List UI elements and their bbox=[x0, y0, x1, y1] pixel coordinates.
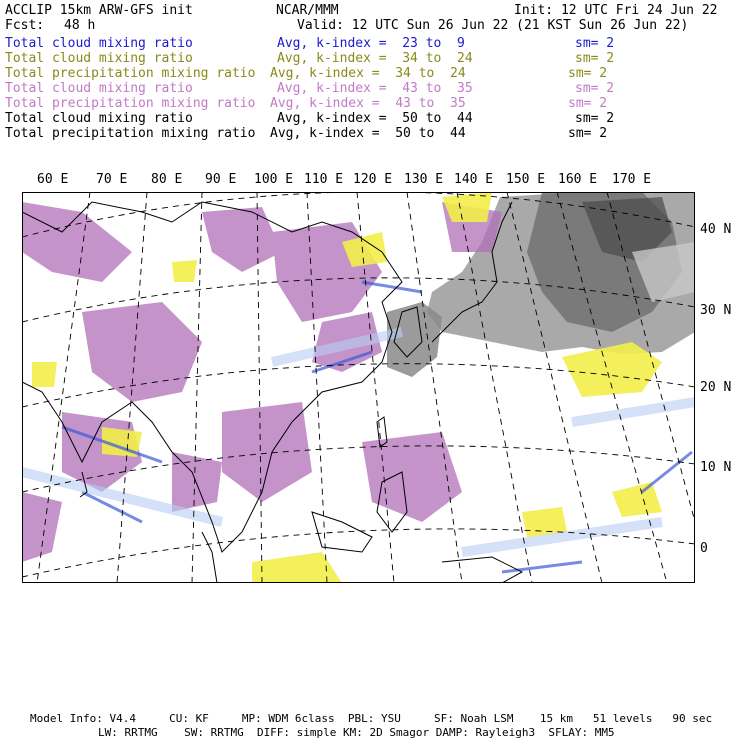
lat-label: 20 N bbox=[700, 380, 732, 395]
legend-avg: Avg, k-index = 43 to 35 bbox=[277, 81, 473, 96]
lon-label: 160 E bbox=[558, 172, 598, 187]
lon-label: 130 E bbox=[404, 172, 444, 187]
legend-avg: Avg, k-index = 43 to 35 bbox=[270, 96, 466, 111]
init-time: Init: 12 UTC Fri 24 Jun 22 bbox=[514, 3, 718, 18]
lon-label: 120 E bbox=[353, 172, 393, 187]
legend-field: Total precipitation mixing ratio bbox=[5, 96, 256, 111]
legend-sm: sm= 2 bbox=[575, 81, 615, 96]
legend-sm: sm= 2 bbox=[575, 111, 615, 126]
legend-avg: Avg, k-index = 50 to 44 bbox=[277, 111, 473, 126]
model-info-line2: LW: RRTMG SW: RRTMG DIFF: simple KM: 2D Smagor DAMP: Rayleigh3 SFLAY: MM5 bbox=[98, 726, 615, 739]
legend-sm: sm= 2 bbox=[575, 51, 615, 66]
legend-sm: sm= 2 bbox=[568, 66, 608, 81]
legend-field: Total precipitation mixing ratio bbox=[5, 66, 256, 81]
legend-avg: Avg, k-index = 23 to 9 bbox=[277, 36, 465, 51]
legend-sm: sm= 2 bbox=[575, 36, 615, 51]
lon-label: 150 E bbox=[506, 172, 546, 187]
legend-sm: sm= 2 bbox=[568, 126, 608, 141]
fcst-value: 48 h bbox=[64, 18, 96, 33]
lon-label: 90 E bbox=[205, 172, 237, 187]
lon-label: 140 E bbox=[454, 172, 494, 187]
lat-label: 0 bbox=[700, 541, 708, 556]
legend-field: Total cloud mixing ratio bbox=[5, 111, 193, 126]
fcst-label: Fcst: bbox=[5, 18, 45, 33]
valid-time: Valid: 12 UTC Sun 26 Jun 22 (21 KST Sun 26 Jun 22) bbox=[297, 18, 689, 33]
lon-label: 100 E bbox=[254, 172, 294, 187]
lon-label: 70 E bbox=[96, 172, 128, 187]
lon-label: 110 E bbox=[304, 172, 344, 187]
lon-label: 170 E bbox=[612, 172, 652, 187]
map-panel bbox=[22, 192, 695, 583]
legend-field: Total precipitation mixing ratio bbox=[5, 126, 256, 141]
legend-field: Total cloud mixing ratio bbox=[5, 81, 193, 96]
lat-label: 30 N bbox=[700, 303, 732, 318]
lat-label: 40 N bbox=[700, 222, 732, 237]
legend-field: Total cloud mixing ratio bbox=[5, 36, 193, 51]
legend-sm: sm= 2 bbox=[568, 96, 608, 111]
legend-field: Total cloud mixing ratio bbox=[5, 51, 193, 66]
lat-label: 10 N bbox=[700, 460, 732, 475]
lon-label: 80 E bbox=[151, 172, 183, 187]
legend-avg: Avg, k-index = 34 to 24 bbox=[277, 51, 473, 66]
legend-avg: Avg, k-index = 50 to 44 bbox=[270, 126, 466, 141]
lon-label: 60 E bbox=[37, 172, 69, 187]
title-left: ACCLIP 15km ARW-GFS init bbox=[5, 3, 193, 18]
legend-avg: Avg, k-index = 34 to 24 bbox=[270, 66, 466, 81]
title-center: NCAR/MMM bbox=[276, 3, 339, 18]
model-info-line1: Model Info: V4.4 CU: KF MP: WDM 6class PBL: YSU SF: Noah LSM 15 km 51 levels 90 sec bbox=[30, 712, 713, 725]
